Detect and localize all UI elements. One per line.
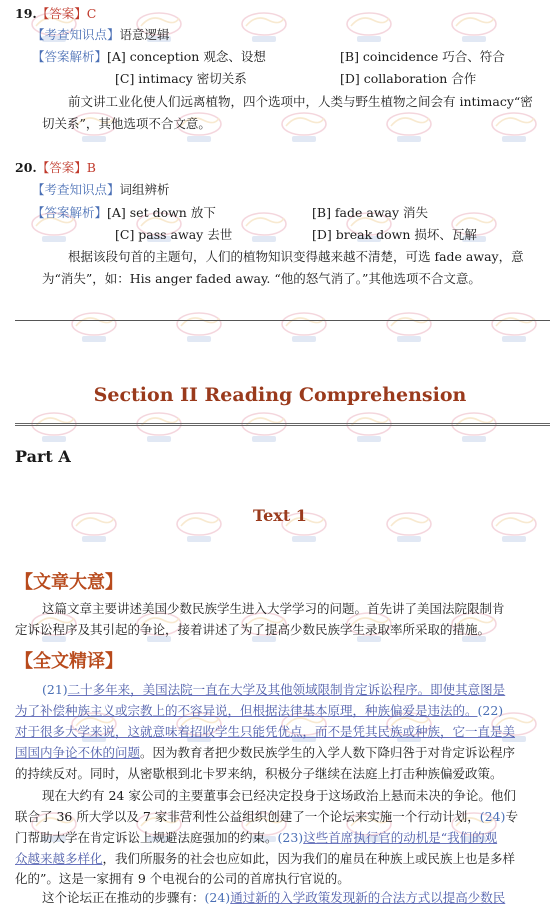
explanation-line: 为“消失”，如：His anger faded away. “他的怒气消了。”其他选项不合文意。 [42, 271, 481, 286]
option-c: [C] pass away 去世 [115, 227, 233, 242]
paragraph-line: 的持续反对。同时，从密歇根到北卡罗来纳，积极分子继续在法庭上打击种族偏爱政策。 [15, 766, 503, 781]
option-d: [D] collaboration 合作 [340, 71, 477, 86]
text-title: Text 1 [253, 506, 307, 525]
underlined-sentence: 这些首席执行官的动机是“我们的观 [303, 830, 498, 845]
underlined-sentence: 对于很多大学来说，这就意味着招收学生只能凭优点，而不是凭其民族或种族，它一直是美 [15, 724, 516, 739]
sentence-number: (24) [479, 809, 506, 824]
watermark-logo [133, 408, 185, 448]
watermark-logo [488, 108, 540, 148]
option-c: [C] intimacy 密切关系 [115, 71, 247, 86]
paragraph-line [15, 830, 497, 846]
question-19-knowledge-point [32, 27, 170, 43]
watermark-logo [28, 408, 80, 448]
paragraph-line [15, 745, 515, 761]
underlined-sentence: 二十多年来，美国法院一直在大学及其他领域限制肯定诉讼程序。即使其意图是 [67, 682, 506, 697]
underlined-sentence: 众越来越多样化 [15, 851, 103, 866]
section-title: Section II Reading Comprehension [93, 384, 467, 406]
underlined-sentence: 国国内争论不休的问题 [15, 745, 141, 760]
sentence-number: (23) [277, 830, 304, 845]
summary-line: 定诉讼程序及其引起的争论，接着讲述了为了提高少数民族学生录取率所采取的措施。 [15, 622, 491, 637]
paragraph-line [15, 703, 503, 719]
knowledge-point-tag: 【考查知识点】 [32, 27, 120, 42]
underlined-sentence: 为了补偿种族主义或宗教上的不容异说，但根据法律基本原理，种族偏爱是违法的。 [15, 703, 478, 718]
paragraph-line [15, 851, 515, 867]
explanation-tag: 【答案解析】 [32, 205, 108, 220]
knowledge-point: 语意逻辑 [119, 27, 170, 42]
sentence-text: 联合了 36 所大学以及 7 家非营利性公益组织创建了一个论坛来实施一个行动计划， [15, 809, 480, 824]
answer-tag: 【答案】 [36, 6, 87, 21]
sentence-text: 专 [505, 809, 518, 824]
question-20-answer [15, 160, 96, 176]
paragraph-line: 化的”。这是一家拥有 9 个电视台的公司的首席执行官说的。 [15, 871, 350, 886]
paragraph-line [15, 809, 518, 825]
question-number: 20. [15, 160, 37, 175]
watermark-logo [238, 408, 290, 448]
paragraph-line [42, 682, 505, 698]
watermark-logo [173, 308, 225, 348]
option-b: [B] fade away 消失 [312, 205, 429, 220]
paragraph-line [15, 724, 515, 740]
explanation-tag: 【答案解析】 [32, 49, 108, 64]
knowledge-point: 词组辨析 [119, 182, 170, 197]
divider [15, 423, 550, 426]
sentence-text: 。因为教育者把少数民族学生的入学人数下降归咎于对肯定诉讼程序 [140, 745, 516, 760]
question-19-explanation-tag [32, 49, 266, 65]
sentence-text: 这个论坛正在推动的步骤有： [42, 890, 205, 905]
question-19-answer [15, 6, 96, 22]
underlined-sentence: 通过新的入学政策发现新的合法方式以提高少数民 [230, 890, 506, 905]
paragraph-line [42, 890, 505, 906]
divider [15, 320, 550, 321]
watermark-logo [488, 308, 540, 348]
summary-line: 这篇文章主要讲述美国少数民族学生进入大学学习的问题。首先讲了美国法院限制肯 [42, 601, 505, 616]
watermark-logo [343, 408, 395, 448]
part-heading: Part A [15, 447, 71, 466]
watermark-logo [448, 408, 500, 448]
paragraph-line: 现在大约有 24 家公司的主要董事会已经决定投身于这场政治上悬而未决的争论。他们 [42, 788, 516, 803]
answer-letter: C [86, 6, 97, 21]
question-20-knowledge-point [32, 182, 170, 198]
watermark-logo [278, 308, 330, 348]
sentence-number: (22) [477, 703, 504, 718]
sentence-text: ，我们所服务的社会也应如此，因为我们的雇员在种族上或民族上也是多样 [102, 851, 516, 866]
option-d: [D] break down 损坏、瓦解 [312, 227, 477, 242]
translation-heading: 【全文精译】 [15, 651, 123, 672]
answer-letter: B [86, 160, 96, 175]
sentence-number: (21) [42, 682, 68, 697]
option-a: [A] set down 放下 [107, 205, 216, 220]
watermark-logo [238, 8, 290, 48]
explanation-line: 根据该段句首的主题句，人们的植物知识变得越来越不清楚，可选 fade away，意 [68, 249, 524, 264]
knowledge-point-tag: 【考查知识点】 [32, 182, 120, 197]
explanation-line: 切关系”，其他选项不合文意。 [42, 116, 211, 131]
option-a: [A] conception 观念、设想 [107, 49, 266, 64]
watermark-logo [238, 208, 290, 248]
sentence-number: (24) [204, 890, 231, 905]
answer-tag: 【答案】 [36, 160, 87, 175]
option-b: [B] coincidence 巧合、符合 [340, 49, 505, 64]
sentence-text: 门帮助大学在肯定诉讼上规避法庭强加的约束。 [15, 830, 278, 845]
question-20-explanation-tag [32, 205, 216, 221]
watermark-logo [383, 108, 435, 148]
explanation-line: 前文讲工业化使人们远离植物，四个选项中，人类与野生植物之间会有 intimacy“密 [68, 94, 533, 109]
watermark-logo [448, 8, 500, 48]
watermark-logo [278, 108, 330, 148]
summary-heading: 【文章大意】 [15, 572, 123, 593]
watermark-logo [383, 308, 435, 348]
watermark-logo [68, 308, 120, 348]
question-number: 19. [15, 6, 37, 21]
watermark-logo [343, 8, 395, 48]
